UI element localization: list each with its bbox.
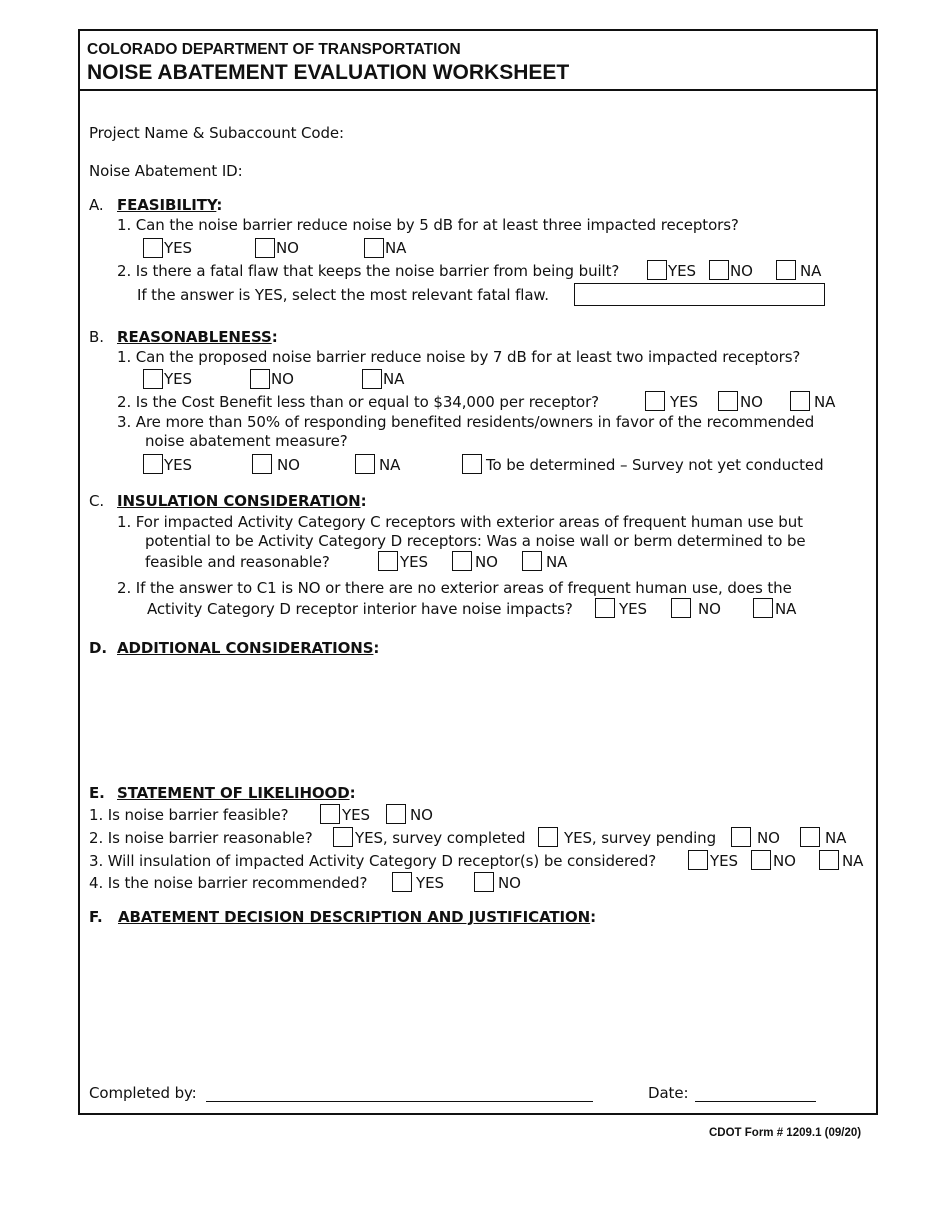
section-c-colon: :: [360, 492, 367, 510]
e3-yes-checkbox[interactable]: [688, 850, 708, 870]
e3-yes-label: YES: [710, 852, 738, 870]
b2-no-label: NO: [740, 393, 763, 411]
date-label: Date:: [648, 1084, 689, 1102]
c1-na-label: NA: [546, 553, 568, 571]
b3-question-line2: noise abatement measure?: [145, 432, 348, 450]
c2-no-label: NO: [698, 600, 721, 618]
a2-na-checkbox[interactable]: [776, 260, 796, 280]
decision-justification-field[interactable]: [110, 932, 870, 1072]
section-f-colon: :: [590, 908, 597, 926]
b3-na-label: NA: [379, 456, 401, 474]
c2-na-checkbox[interactable]: [753, 598, 773, 618]
section-d-colon: :: [373, 639, 380, 657]
agency-name: COLORADO DEPARTMENT OF TRANSPORTATION: [87, 41, 461, 58]
e3-na-label: NA: [842, 852, 864, 870]
section-f-title: ABATEMENT DECISION DESCRIPTION AND JUSTIFICATION: [118, 908, 591, 926]
a2-yes-label: YES: [668, 262, 696, 280]
section-b-heading: [117, 328, 278, 346]
c1-no-label: NO: [475, 553, 498, 571]
e2-yes-pending-checkbox[interactable]: [538, 827, 558, 847]
a1-no-label: NO: [276, 239, 299, 257]
a1-na-label: NA: [385, 239, 407, 257]
c2-yes-label: YES: [619, 600, 647, 618]
c1-question-line3: feasible and reasonable?: [145, 553, 330, 571]
b3-no-checkbox[interactable]: [252, 454, 272, 474]
section-e-title: STATEMENT OF LIKELIHOOD: [117, 784, 350, 802]
a2-followup-label: If the answer is YES, select the most relevant fatal flaw.: [137, 286, 549, 304]
b1-yes-label: YES: [164, 370, 192, 388]
completed-by-label: Completed by:: [89, 1084, 197, 1102]
section-d-title: ADDITIONAL CONSIDERATIONS: [117, 639, 374, 657]
b3-tbd-checkbox[interactable]: [462, 454, 482, 474]
c1-question-line1: 1. For impacted Activity Category C receptors with exterior areas of frequent human use but: [117, 513, 803, 531]
b3-yes-label: YES: [164, 456, 192, 474]
section-e-letter: E.: [89, 784, 105, 802]
e1-no-checkbox[interactable]: [386, 804, 406, 824]
header-divider: [78, 89, 878, 91]
b3-yes-checkbox[interactable]: [143, 454, 163, 474]
section-d-heading: [117, 639, 379, 657]
completed-by-field[interactable]: [206, 1101, 593, 1102]
b1-na-label: NA: [383, 370, 405, 388]
project-name-label: Project Name & Subaccount Code:: [89, 124, 345, 142]
e4-yes-label: YES: [416, 874, 444, 892]
additional-considerations-field[interactable]: [110, 662, 870, 774]
c1-na-checkbox[interactable]: [522, 551, 542, 571]
date-field[interactable]: [695, 1101, 816, 1102]
a1-yes-checkbox[interactable]: [143, 238, 163, 258]
section-b-title: REASONABLENESS: [117, 328, 272, 346]
section-b-colon: :: [271, 328, 278, 346]
section-f-heading: [118, 908, 596, 926]
b2-no-checkbox[interactable]: [718, 391, 738, 411]
section-a-heading: [117, 196, 222, 214]
section-c-letter: C.: [89, 492, 105, 510]
c2-yes-checkbox[interactable]: [595, 598, 615, 618]
b3-tbd-label: To be determined – Survey not yet conducted: [486, 456, 824, 474]
a2-na-label: NA: [800, 262, 822, 280]
a2-no-checkbox[interactable]: [709, 260, 729, 280]
b1-question: 1. Can the proposed noise barrier reduce noise by 7 dB for at least two impacted receptors?: [117, 348, 801, 366]
b1-yes-checkbox[interactable]: [143, 369, 163, 389]
section-c-heading: [117, 492, 366, 510]
e4-no-checkbox[interactable]: [474, 872, 494, 892]
e2-question: 2. Is noise barrier reasonable?: [89, 829, 313, 847]
section-d-letter: D.: [89, 639, 107, 657]
e2-yes-completed-checkbox[interactable]: [333, 827, 353, 847]
section-a-title: FEASIBILITY: [117, 196, 217, 214]
b2-yes-label: YES: [670, 393, 698, 411]
e3-na-checkbox[interactable]: [819, 850, 839, 870]
fatal-flaw-select[interactable]: [574, 283, 825, 306]
b3-na-checkbox[interactable]: [355, 454, 375, 474]
a1-no-checkbox[interactable]: [255, 238, 275, 258]
c2-no-checkbox[interactable]: [671, 598, 691, 618]
e2-no-checkbox[interactable]: [731, 827, 751, 847]
e3-no-checkbox[interactable]: [751, 850, 771, 870]
a2-question: 2. Is there a fatal flaw that keeps the noise barrier from being built?: [117, 262, 620, 280]
a2-yes-checkbox[interactable]: [647, 260, 667, 280]
e1-yes-checkbox[interactable]: [320, 804, 340, 824]
section-e-heading: [117, 784, 355, 802]
e1-yes-label: YES: [342, 806, 370, 824]
e4-yes-checkbox[interactable]: [392, 872, 412, 892]
form-number: CDOT Form # 1209.1 (09/20): [709, 1127, 862, 1139]
e1-no-label: NO: [410, 806, 433, 824]
e2-yes-pending-label: YES, survey pending: [564, 829, 717, 847]
section-f-letter: F.: [89, 908, 103, 926]
e2-na-checkbox[interactable]: [800, 827, 820, 847]
c1-yes-label: YES: [400, 553, 428, 571]
c1-question-line2: potential to be Activity Category D receptors: Was a noise wall or berm determined to be: [145, 532, 806, 550]
section-b-letter: B.: [89, 328, 104, 346]
e2-na-label: NA: [825, 829, 847, 847]
form-title: NOISE ABATEMENT EVALUATION WORKSHEET: [87, 61, 570, 84]
e2-yes-completed-label: YES, survey completed: [355, 829, 526, 847]
b2-yes-checkbox[interactable]: [645, 391, 665, 411]
b3-question-line1: 3. Are more than 50% of responding benefited residents/owners in favor of the recommended: [117, 413, 815, 431]
b3-no-label: NO: [277, 456, 300, 474]
e2-no-label: NO: [757, 829, 780, 847]
section-e-colon: :: [349, 784, 356, 802]
b2-na-checkbox[interactable]: [790, 391, 810, 411]
e4-question: 4. Is the noise barrier recommended?: [89, 874, 368, 892]
a1-yes-label: YES: [164, 239, 192, 257]
c1-no-checkbox[interactable]: [452, 551, 472, 571]
b1-no-checkbox[interactable]: [250, 369, 270, 389]
section-c-title: INSULATION CONSIDERATION: [117, 492, 361, 510]
c2-na-label: NA: [775, 600, 797, 618]
e3-no-label: NO: [773, 852, 796, 870]
a1-na-checkbox[interactable]: [364, 238, 384, 258]
c1-yes-checkbox[interactable]: [378, 551, 398, 571]
e4-no-label: NO: [498, 874, 521, 892]
section-a-colon: :: [216, 196, 223, 214]
b2-na-label: NA: [814, 393, 836, 411]
b2-question: 2. Is the Cost Benefit less than or equal to $34,000 per receptor?: [117, 393, 600, 411]
section-a-letter: A.: [89, 196, 104, 214]
e3-question: 3. Will insulation of impacted Activity Category D receptor(s) be considered?: [89, 852, 657, 870]
e1-question: 1. Is noise barrier feasible?: [89, 806, 289, 824]
b1-na-checkbox[interactable]: [362, 369, 382, 389]
c2-question-line1: 2. If the answer to C1 is NO or there are no exterior areas of frequent human use, does the: [117, 579, 792, 597]
a2-no-label: NO: [730, 262, 753, 280]
abatement-id-label: Noise Abatement ID:: [89, 162, 243, 180]
c2-question-line2: Activity Category D receptor interior have noise impacts?: [147, 600, 573, 618]
b1-no-label: NO: [271, 370, 294, 388]
a1-question: 1. Can the noise barrier reduce noise by 5 dB for at least three impacted receptors?: [117, 216, 739, 234]
